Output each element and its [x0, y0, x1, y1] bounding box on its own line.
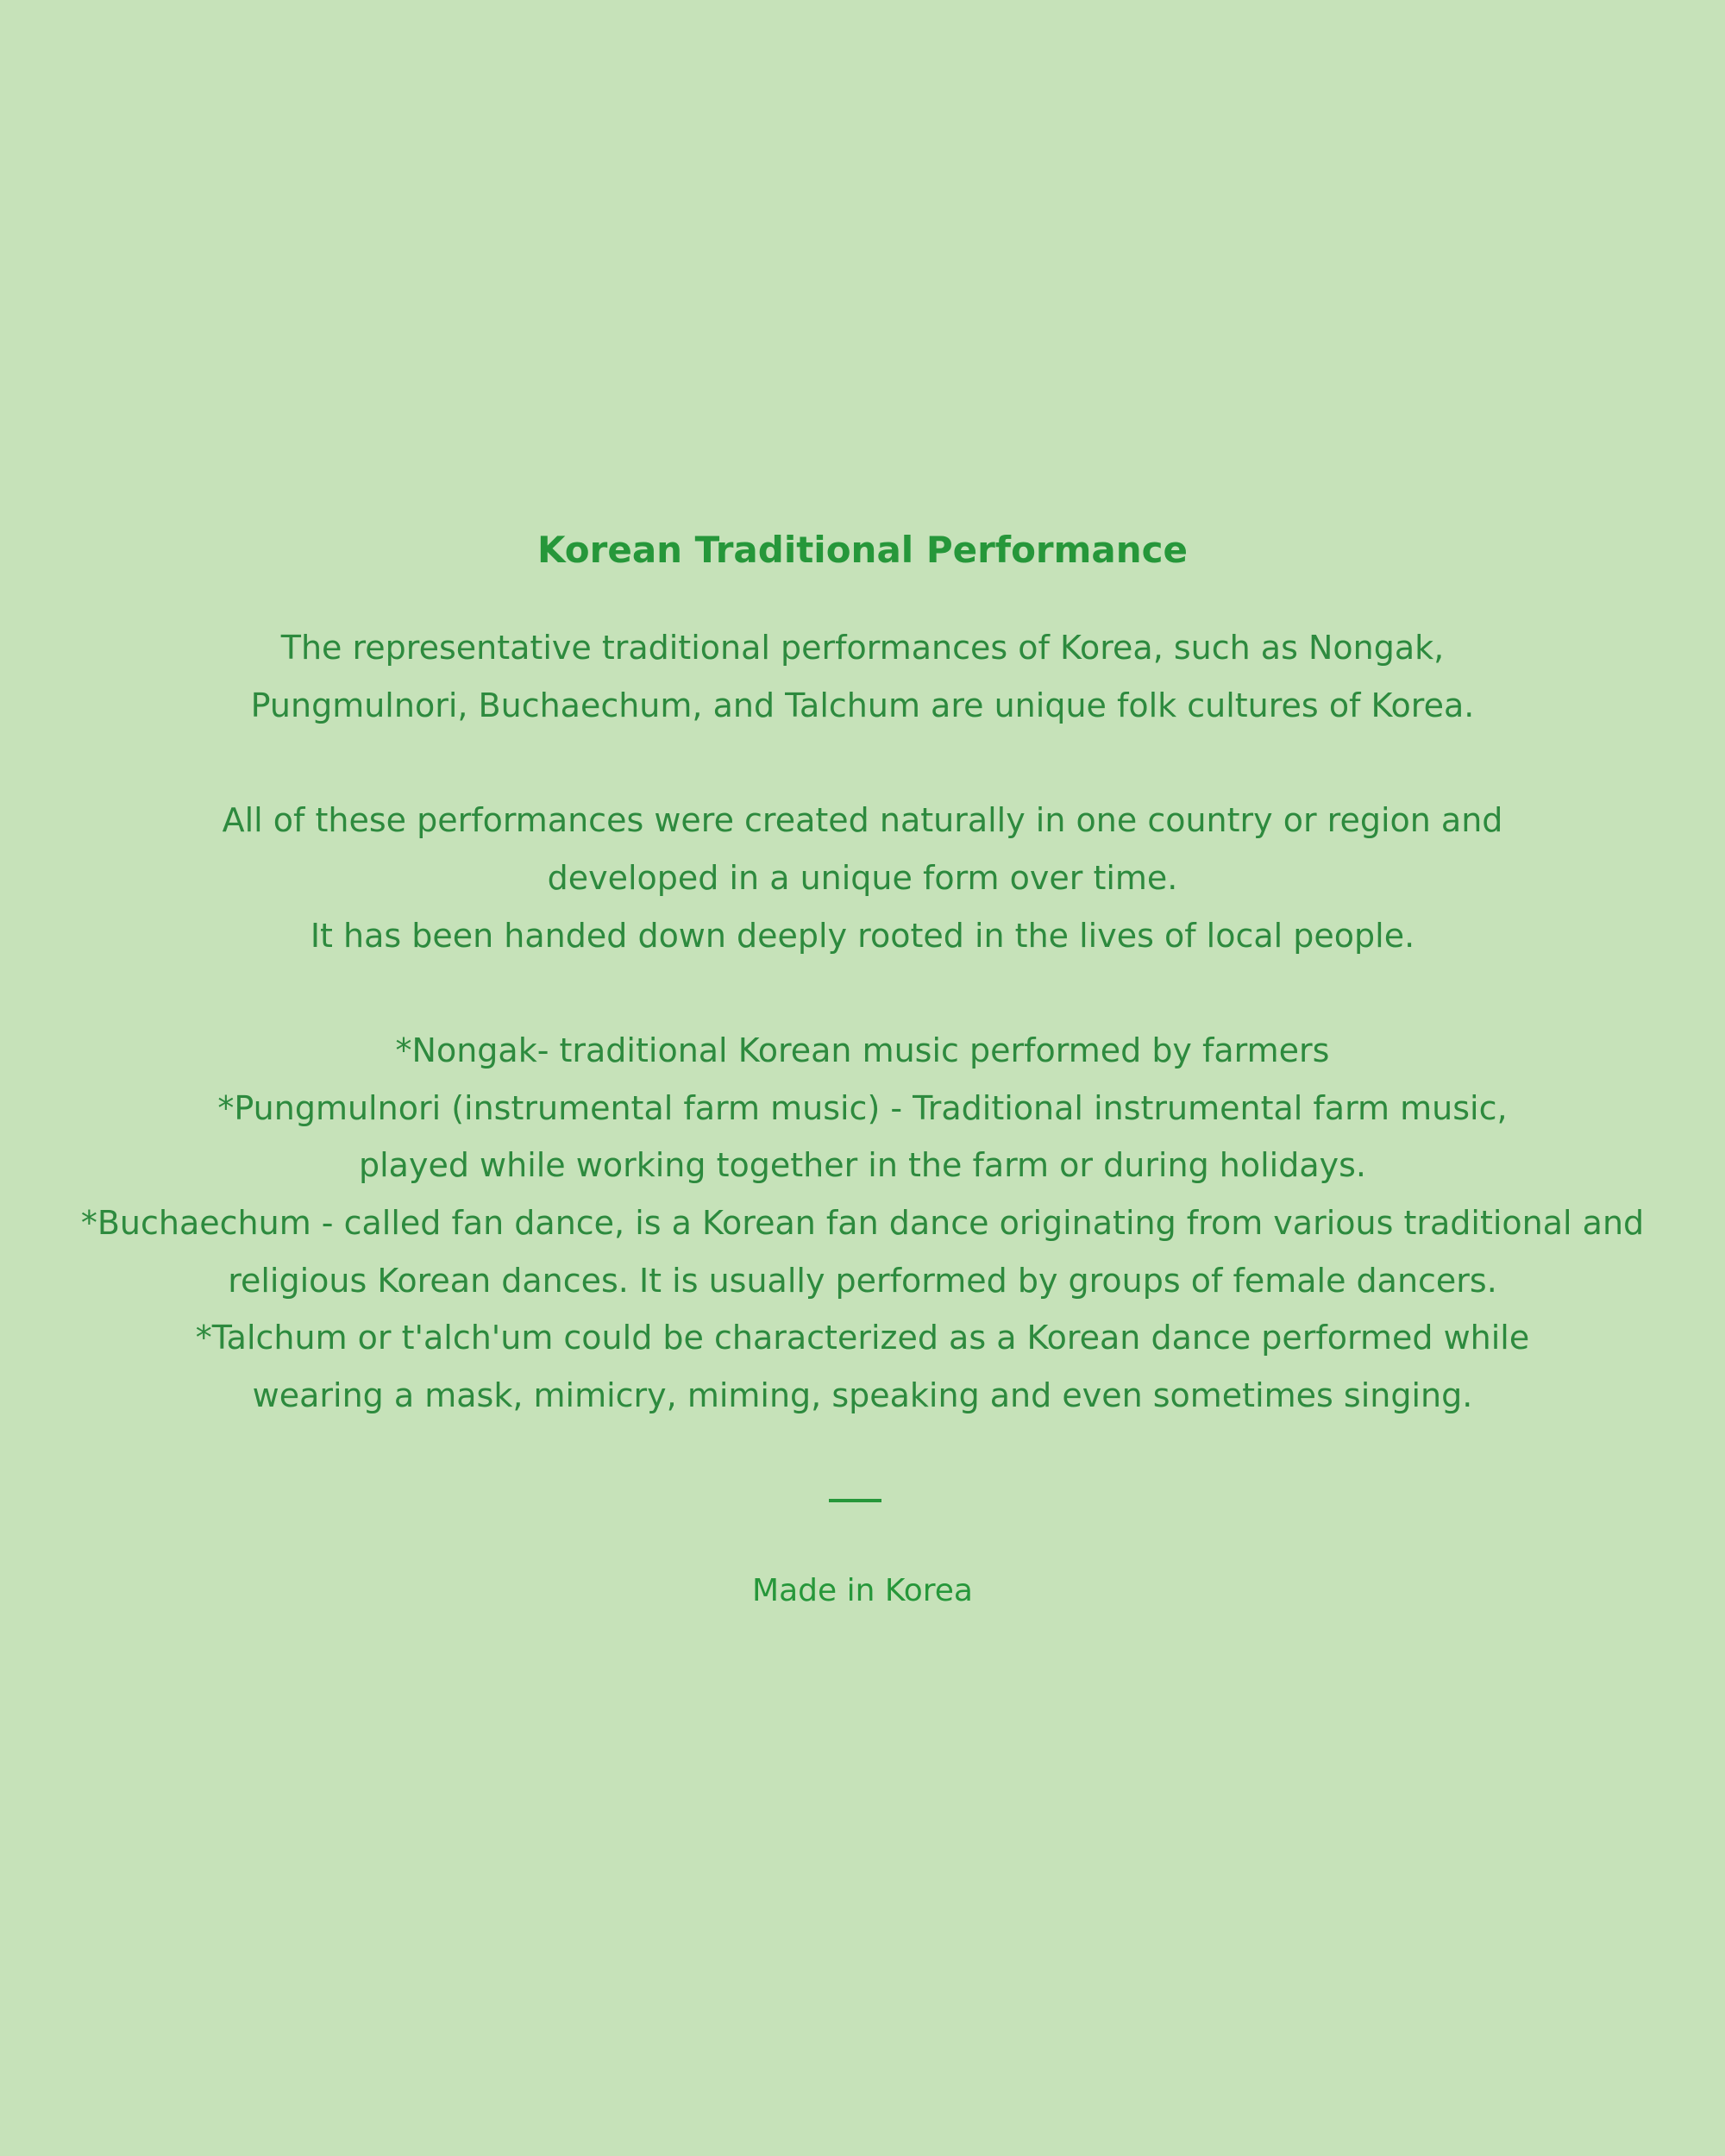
- page-title: Korean Traditional Performance: [536, 529, 1189, 571]
- paragraph-spacer: [0, 964, 1725, 1022]
- description-line: *Pungmulnori (instrumental farm music) - Traditional instrumental farm music,: [217, 1088, 1508, 1127]
- description-line: It has been handed down deeply rooted in the lives of local people.: [310, 916, 1415, 955]
- origin-label: Made in Korea: [752, 1573, 973, 1608]
- description-line: developed in a unique form over time.: [547, 858, 1178, 897]
- paragraph-spacer: [0, 734, 1725, 792]
- description-line: *Talchum or t'alch'um could be characterized as a Korean dance performed while: [195, 1319, 1530, 1357]
- description-line: Pungmulnori, Buchaechum, and Talchum are unique folk cultures of Korea.: [250, 686, 1475, 724]
- description-line: *Buchaechum - called fan dance, is a Korean fan dance originating from various traditional and: [80, 1204, 1645, 1242]
- description-line: religious Korean dances. It is usually performed by groups of female dancers.: [228, 1261, 1497, 1300]
- description-line: All of these performances were created naturally in one country or region and: [222, 801, 1503, 840]
- description-line: The representative traditional performances of Korea, such as Nongak,: [280, 629, 1445, 667]
- section-divider: [829, 1499, 881, 1502]
- description-line: wearing a mask, mimicry, miming, speaking and even sometimes singing.: [252, 1376, 1473, 1415]
- description-text: [0, 619, 1725, 1425]
- description-line: *Nongak- traditional Korean music performed by farmers: [395, 1031, 1330, 1069]
- description-line: played while working together in the farm or during holidays.: [359, 1146, 1366, 1185]
